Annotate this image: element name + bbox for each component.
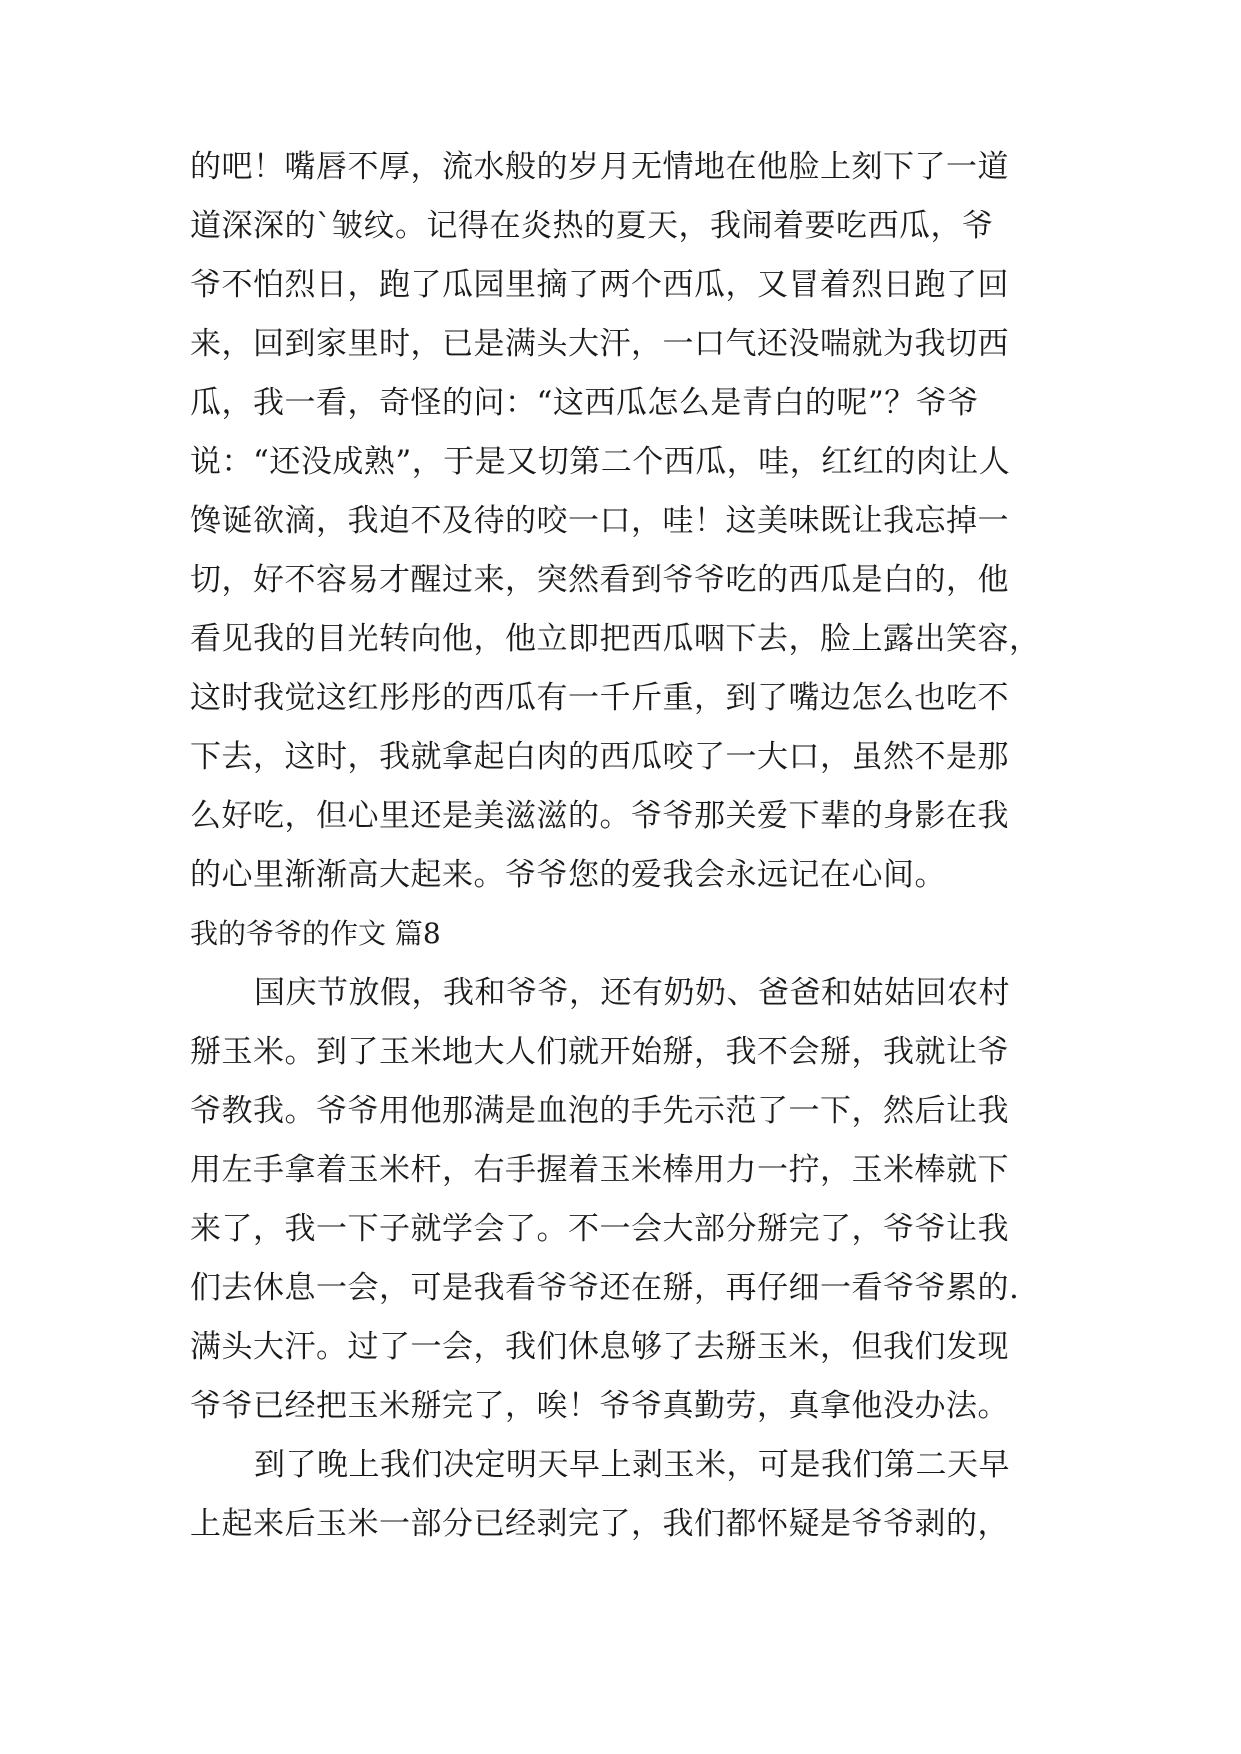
- text-line: 说：“还没成熟”，于是又切第二个西瓜，哇，红红的肉让人: [190, 444, 1011, 480]
- text-line: 用左手拿着玉米杆，右手握着玉米棒用力一拧，玉米棒就下: [190, 1152, 1009, 1188]
- paragraph-corn: [190, 964, 1070, 1436]
- section-heading: [190, 904, 1070, 964]
- text-line: 爷不怕烈日，跑了瓜园里摘了两个西瓜，又冒着烈日跑了回: [190, 267, 1009, 303]
- text-line: 爷爷已经把玉米掰完了，唉！爷爷真勤劳，真拿他没办法。: [190, 1388, 1009, 1424]
- text-line: 道深深的`皱纹。记得在炎热的夏天，我闹着要吃西瓜，爷: [190, 208, 994, 244]
- text-line: 上起来后玉米一部分已经剥完了，我们都怀疑是爷爷剥的，: [190, 1506, 1009, 1542]
- text-line: 看见我的目光转向他，他立即把西瓜咽下去，脸上露出笑容，: [190, 621, 1041, 657]
- text-line: 来了，我一下子就学会了。不一会大部分掰完了，爷爷让我: [190, 1211, 1009, 1247]
- text-line: 国庆节放假，我和爷爷，还有奶奶、爸爸和姑姑回农村: [254, 975, 1010, 1011]
- text-line: 切，好不容易才醒过来，突然看到爷爷吃的西瓜是白的，他: [190, 562, 1009, 598]
- text-line: 下去，这时，我就拿起白肉的西瓜咬了一大口，虽然不是那: [190, 739, 1009, 775]
- text-line: 来，回到家里时，已是满头大汗，一口气还没喘就为我切西: [190, 326, 1009, 362]
- paragraph-watermelon: [190, 138, 1070, 905]
- text-line: 满头大汗。过了一会，我们休息够了去掰玉米，但我们发现: [190, 1329, 1009, 1365]
- text-line: 的吧！嘴唇不厚，流水般的岁月无情地在他脸上刻下了一道: [190, 149, 1009, 185]
- text-line: 们去休息一会，可是我看爷爷还在掰，再仔细一看爷爷累的.: [190, 1270, 1020, 1306]
- text-line: 的心里渐渐高大起来。爷爷您的爱我会永远记在心间。: [190, 857, 946, 893]
- text-line: 这时我觉这红彤彤的西瓜有一千斤重，到了嘴边怎么也吃不: [190, 680, 1009, 716]
- text-line: 馋诞欲滴，我迫不及待的咬一口，哇！这美味既让我忘掉一: [190, 503, 1009, 539]
- text-line: 到了晚上我们决定明天早上剥玉米，可是我们第二天早: [254, 1447, 1010, 1483]
- paragraph-evening: [190, 1436, 1070, 1554]
- text-line: 么好吃，但心里还是美滋滋的。爷爷那关爱下辈的身影在我: [190, 798, 1009, 834]
- text-line: 爷教我。爷爷用他那满是血泡的手先示范了一下，然后让我: [190, 1093, 1009, 1129]
- essay-title: 我的爷爷的作文 篇8: [190, 917, 441, 950]
- text-line: 瓜，我一看，奇怪的问：“这西瓜怎么是青白的呢”？爷爷: [190, 385, 979, 421]
- text-line: 掰玉米。到了玉米地大人们就开始掰，我不会掰，我就让爷: [190, 1034, 1009, 1070]
